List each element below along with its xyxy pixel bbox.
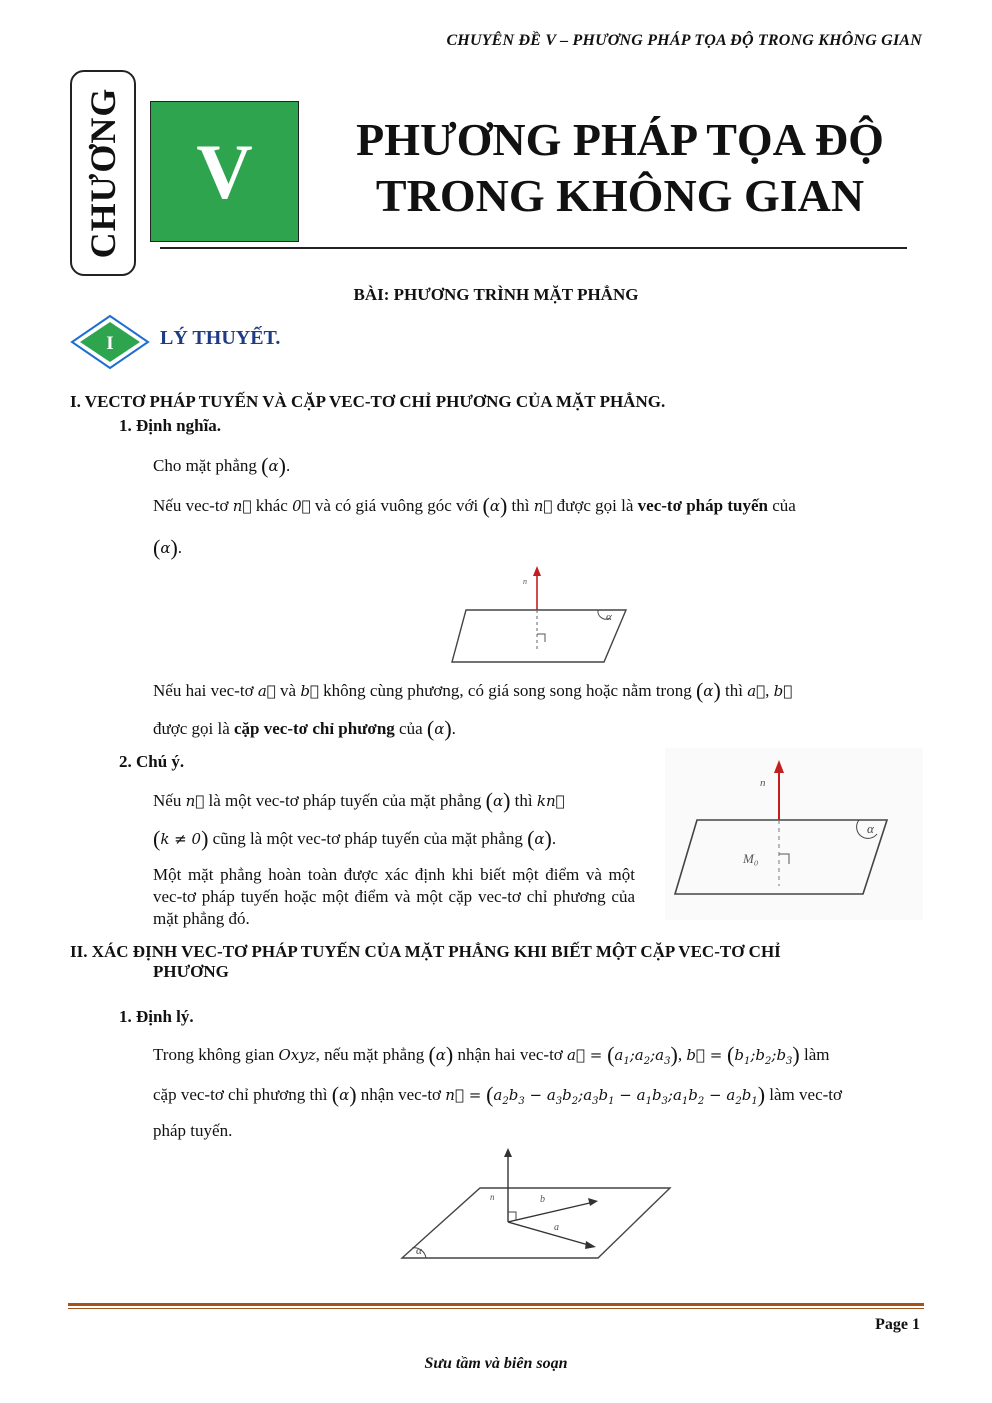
diamond-badge-icon — [68, 314, 152, 370]
svg-text:n⃗: n⃗ — [523, 577, 534, 586]
note-paragraph-1: Nếu n⃗ là một vec-tơ pháp tuyến của mặt phẳng (α) thì kn⃗ — [153, 788, 565, 813]
chapter-title-line1: PHƯƠNG PHÁP TỌA ĐỘ — [356, 114, 884, 165]
chapter-title-line2: TRONG KHÔNG GIAN — [375, 170, 865, 221]
theorem-paragraph-line3: pháp tuyến. — [153, 1121, 233, 1140]
chapter-label: CHƯƠNG — [83, 87, 123, 259]
svg-text:n⃗: n⃗ — [490, 1192, 502, 1202]
note-paragraph-2: Một mặt phẳng hoàn toàn được xác định khi biết một điểm và một vec-tơ pháp tuyến hoặc một điểm và một cặp vec-tơ chỉ phương của mặt phẳng đó. — [153, 865, 635, 928]
def-paragraph-3-end: được gọi là cặp vec-tơ chỉ phương của (α). — [153, 716, 456, 741]
running-header: CHUYÊN ĐỀ V – PHƯƠNG PHÁP TỌA ĐỘ TRONG KHÔNG GIAN — [446, 32, 922, 49]
badge-numeral: I — [106, 333, 114, 354]
section-label: LÝ THUYẾT. — [160, 327, 281, 349]
svg-text:a⃗: a⃗ — [554, 1222, 567, 1233]
normal-vector-figure-1 — [440, 562, 630, 672]
footer-rule-thin — [68, 1308, 924, 1309]
def-paragraph-2: Nếu vec-tơ n⃗ khác 0⃗ và có giá vuông góc với (α) thì n⃗ được gọi là vec-tơ pháp tuyến của — [153, 493, 796, 518]
note-paragraph-1-end: (k ≠ 0) cũng là một vec-tơ pháp tuyến của mặt phẳng (α). — [153, 826, 557, 851]
title-underline — [160, 247, 907, 249]
lesson-title: BÀI: PHƯƠNG TRÌNH MẶT PHẲNG — [353, 285, 639, 304]
definition-heading: 1. Định nghĩa. — [119, 416, 222, 435]
svg-text:α: α — [867, 821, 874, 836]
vector-pair-figure — [398, 1144, 674, 1264]
svg-text:α: α — [416, 1245, 422, 1257]
def-paragraph-3: Nếu hai vec-tơ a⃗ và b⃗ không cùng phương, có giá song song hoặc nằm trong (α) thì a⃗, b⃗ — [153, 678, 793, 703]
footer-rule — [68, 1303, 924, 1306]
normal-vector-figure-2 — [665, 748, 923, 920]
theorem-heading: 1. Định lý. — [119, 1007, 194, 1026]
chapter-title — [320, 112, 920, 224]
chapter-number-box: V — [150, 101, 299, 242]
def-paragraph-2-end: (α). — [153, 535, 183, 560]
theorem-paragraph: Trong không gian Oxyz, nếu mặt phẳng (α) nhận hai vec-tơ a⃗ = $(a_1;a_2;a_3)$, b⃗ = $(b_1;b_2;b_3)$ làm — [153, 1042, 830, 1067]
part2-heading: II. XÁC ĐỊNH VEC-TƠ PHÁP TUYẾN CỦA MẶT PHẲNG KHI BIẾT MỘT CẶP VEC-TƠ CHỈ PHƯƠNG — [70, 942, 781, 981]
note-heading: 2. Chú ý. — [119, 752, 185, 771]
theorem-paragraph-line2: cặp vec-tơ chỉ phương thì (α) nhận vec-tơ n⃗ = ($a_2b_3$ − $a_3b_2;a_3b_1$ − $a_1b_3;a_1b_2 - a_2b_1$) làm vec-tơ — [153, 1082, 842, 1107]
svg-text:n⃗: n⃗ — [760, 777, 775, 789]
footer-credit: Sưu tầm và biên soạn — [424, 1355, 568, 1372]
svg-text:M₀: M₀ — [743, 851, 759, 866]
chapter-label-box — [70, 70, 136, 276]
def-paragraph-1: Cho mặt phẳng (α). — [153, 453, 291, 478]
page-number: Page 1 — [875, 1316, 920, 1333]
svg-text:b⃗: b⃗ — [540, 1194, 553, 1205]
svg-text:α: α — [606, 611, 612, 623]
part1-heading: I. VECTƠ PHÁP TUYẾN VÀ CẶP VEC-TƠ CHỈ PHƯƠNG CỦA MẶT PHẲNG. — [70, 392, 666, 411]
